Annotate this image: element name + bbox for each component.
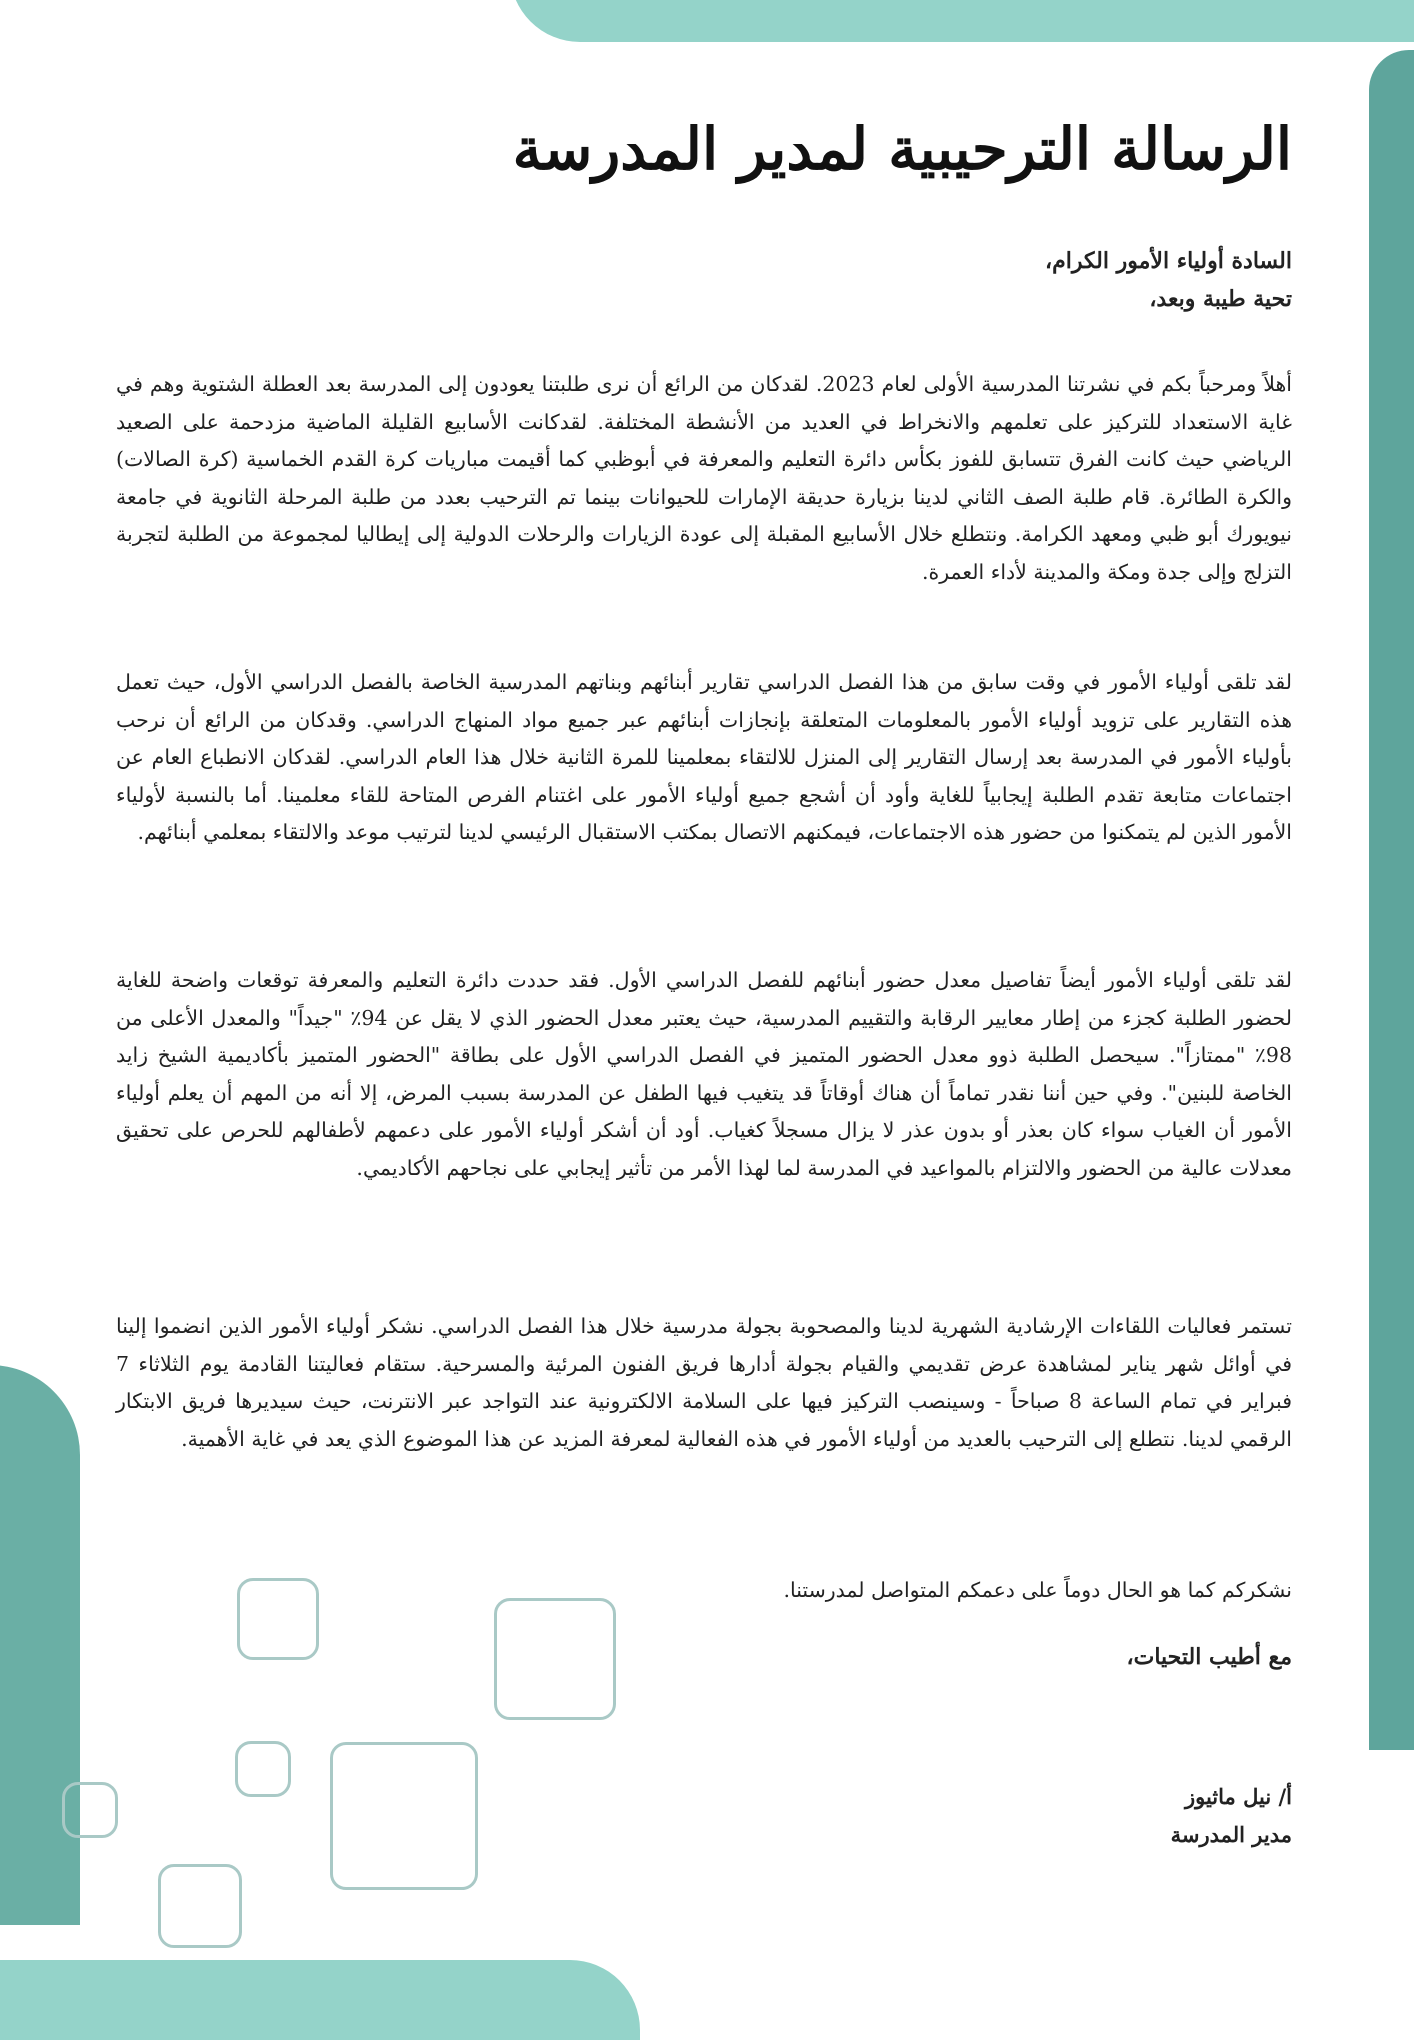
right-decorative-bar (1369, 50, 1414, 1750)
signature-role: مدير المدرسة (1170, 1822, 1292, 1847)
greeting (1045, 242, 1292, 318)
paragraph-thanks: نشكركم كما هو الحال دوماً على دعمكم المتواصل لمدرستنا. (783, 1578, 1292, 1602)
paragraph-attendance: لقد تلقى أولياء الأمور أيضاً تفاصيل معدل حضور أبنائهم للفصل الدراسي الأول. فقد حددت دائرة التعليم والمعرفة توقعات واضحة للغاية لحضور الطلبة كجزء من إطار معايير الرقابة والتقييم المدرسية، حيث يعتبر معدل الحضور الذي لا يقل عن 94٪ "جيداً" والمعدل الأعلى من 98٪ "ممتازاً". سيحصل الطلبة ذوو معدل الحضور المتميز في الفصل الدراسي الأول على بطاقة "الحضور المتميز بأكاديمية الشيخ زايد الخاصة للبنين". وفي حين أننا نقدر تماماً أن هناك أوقاتاً قد يتغيب فيها الطفل عن المدرسة بسبب المرض، إلا أنه من المهم أن يعلم أولياء الأمور أن الغياب سواء كان بعذر أو بدون عذر لا يزال مسجلاً كغياب. أود أن أشكر أولياء الأمور على دعمهم لأطفالهم للحرص على تحقيق معدلات عالية من الحضور والالتزام بالمواعيد في المدرسة لما لهذا الأمر من تأثير إيجابي على نجاحهم الأكاديمي. (116, 968, 1292, 1180)
paragraph-events: تستمر فعاليات اللقاءات الإرشادية الشهرية لدينا والمصحوبة بجولة مدرسية خلال هذا الفصل الدراسي. نشكر أولياء الأمور الذين انضموا إلينا في أوائل شهر يناير لمشاهدة عرض تقديمي والقيام بجولة أدارها فريق الفنون المرئية والمسرحية. ستقام فعاليتنا القادمة يوم الثلاثاء 7 فبراير في تمام الساعة 8 صباحاً - وسينصب التركيز فيها على السلامة الالكترونية عند التواجد عبر الانترنت، حيث سيديرها فريق الابتكار الرقمي لدينا. نتطلع إلى الترحيب بالعديد من أولياء الأمور في هذه الفعالية لمعرفة المزيد عن هذا الموضوع الذي يعد في غاية الأهمية. (116, 1314, 1293, 1451)
decorative-square (494, 1598, 616, 1720)
left-decorative-blob (0, 1365, 80, 1925)
greeting-line: السادة أولياء الأمور الكرام، (1045, 248, 1292, 274)
decorative-square (235, 1741, 291, 1797)
decorative-square (158, 1864, 242, 1948)
decorative-square (62, 1782, 118, 1838)
bottom-decorative-tab (0, 1960, 640, 2040)
page-title: الرسالة الترحيبية لمدير المدرسة (512, 115, 1292, 183)
signature-name: أ/ نيل ماثيوز (1184, 1784, 1292, 1809)
paragraph-intro: أهلاً ومرحباً بكم في نشرتنا المدرسية الأولى لعام 2023. لقدكان من الرائع أن نرى طلبتنا يعودون إلى المدرسة بعد العطلة الشتوية وهم في غاية الاستعداد للتركيز على تعلمهم والانخراط في العديد من الأنشطة المختلفة. لقدكانت الأسابيع القليلة الماضية مزدحمة على الصعيد الرياضي حيث كانت الفرق تتسابق للفوز بكأس دائرة التعليم والمعرفة في أبوظبي كما أقيمت مباريات كرة القدم الخماسية (كرة الصالات) والكرة الطائرة. قام طلبة الصف الثاني لدينا بزيارة حديقة الإمارات للحيوانات بينما تم الترحيب بعدد من طلبة المرحلة الثانوية في جامعة نيويورك أبو ظبي ومعهد الكرامة. ونتطلع خلال الأسابيع المقبلة إلى عودة الزيارات والرحلات الدولية إلى إيطاليا لمجموعة من الطلبة لتجربة التزلج وإلى جدة ومكة والمدينة لأداء العمرة. (116, 372, 1292, 584)
paragraph-reports: لقد تلقى أولياء الأمور في وقت سابق من هذا الفصل الدراسي تقارير أبنائهم وبناتهم المدرسية الخاصة بالفصل الدراسي الأول، حيث تعمل هذه التقارير على تزويد أولياء الأمور بالمعلومات المتعلقة بإنجازات أبنائهم عبر جميع مواد المنهاج الدراسي. وقدكان من الرائع أن نرحب بأولياء الأمور في المدرسة بعد إرسال التقارير إلى المنزل للالتقاء بمعلمينا للمرة الثانية خلال هذا العام الدراسي. لقدكان الانطباع العام عن اجتماعات متابعة تقدم الطلبة إيجابياً للغاية وأود أن أشجع جميع أولياء الأمور على اغتنام الفرص المتاحة للقاء معلمينا. أما بالنسبة لأولياء الأمور الذين لم يتمكنوا من حضور هذه الاجتماعات، فيمكنهم الاتصال بمكتب الاستقبال الرئيسي لدينا لترتيب موعد والالتقاء بمعلمي أبنائهم. (116, 670, 1292, 844)
closing-line: مع أطيب التحيات، (1126, 1644, 1292, 1670)
decorative-square (330, 1742, 478, 1890)
top-decorative-tab (510, 0, 1414, 42)
signature (1171, 1778, 1292, 1854)
greeting-line: تحية طيبة وبعد، (1149, 286, 1292, 312)
